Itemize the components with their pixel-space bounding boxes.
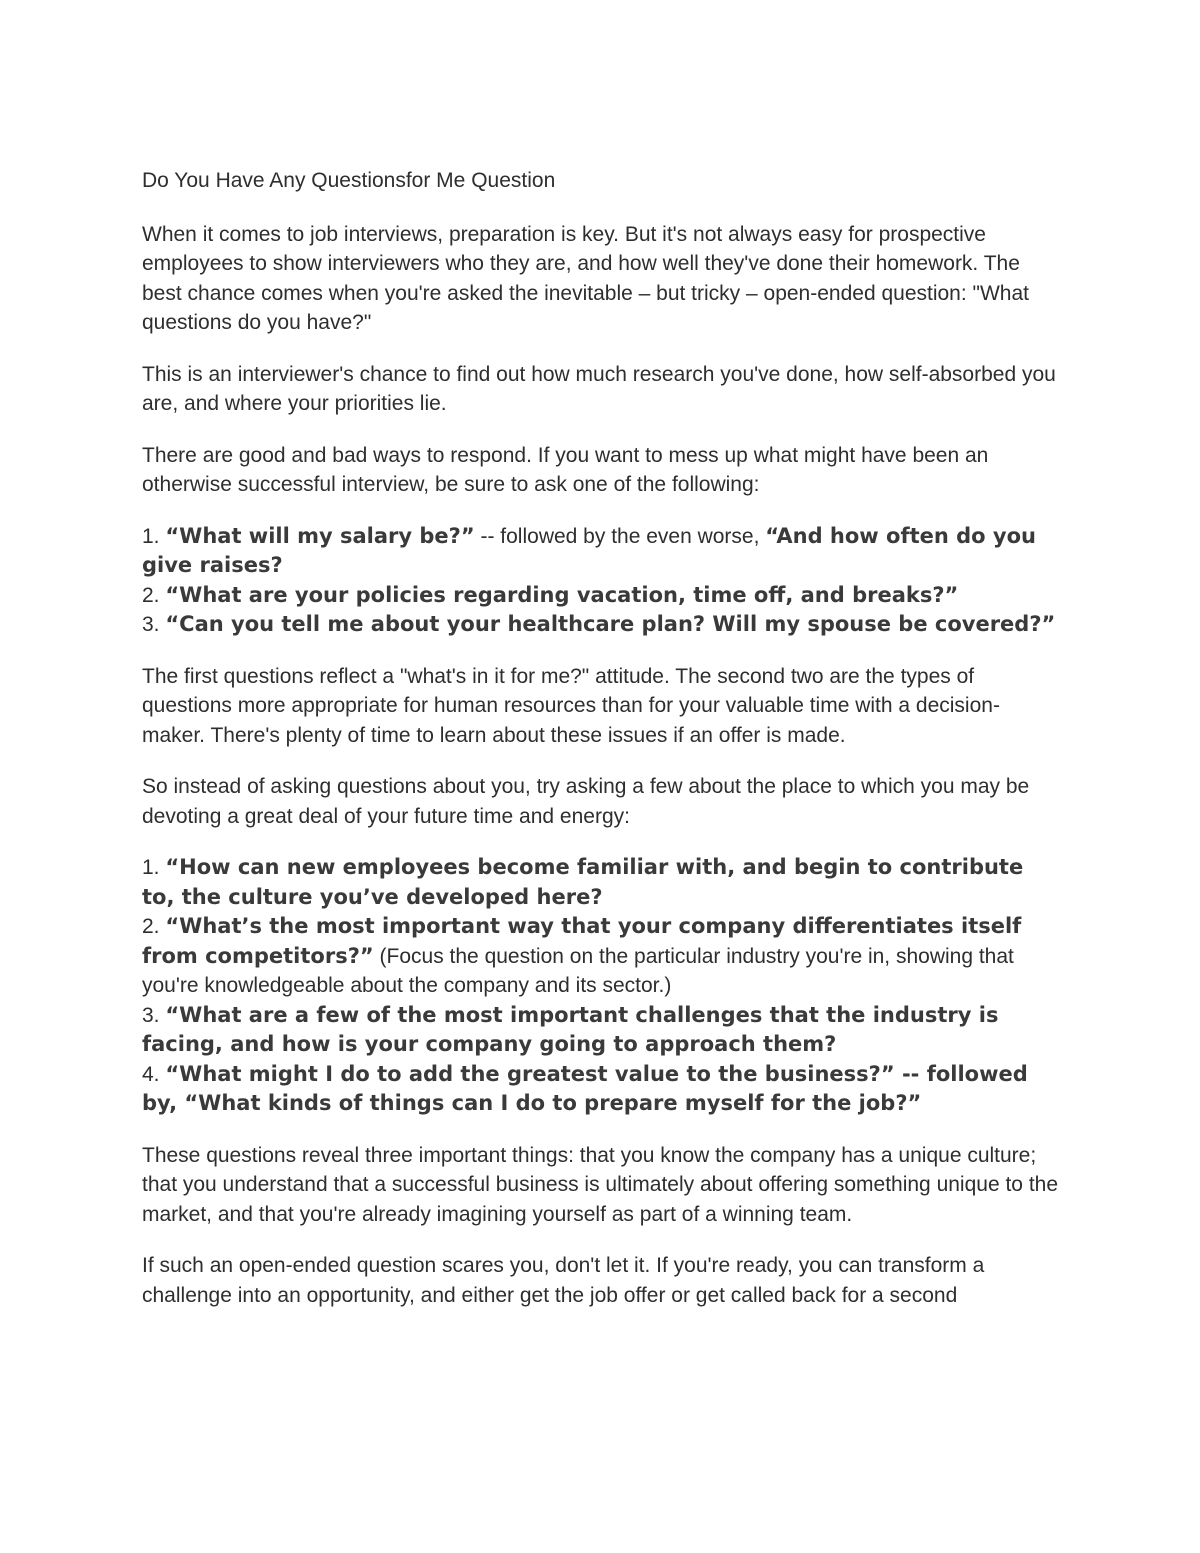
item-number: 3. <box>142 613 160 636</box>
list-item <box>142 522 1062 581</box>
item-number: 2. <box>142 915 160 938</box>
intro-paragraph: There are good and bad ways to respond. If you want to mess up what might have been an otherwise successful interview, be sure to ask one of the following: <box>142 443 989 496</box>
followup-question-text: “And how often do you give raises? <box>142 523 1036 577</box>
list-item <box>142 1001 1062 1060</box>
connector-text: -- followed by the even worse, <box>474 524 766 548</box>
question-text: “What are your policies regarding vacation, time off, and breaks?” <box>165 582 959 607</box>
intro-paragraph: When it comes to job interviews, preparation is key. But it's not always easy for prospective employees to show interviewers who they are, and how well they've done their homework. The best chance comes when you're asked the inevitable – but tricky – open-ended question: "What questions do you have?" <box>142 222 1029 334</box>
item-number: 1. <box>142 524 160 548</box>
document-page <box>142 166 1062 1332</box>
item-number: 4. <box>142 1062 160 1086</box>
question-text: “What will my salary be?” <box>165 523 475 548</box>
question-text: “What’s the most important way that your company differentiates itself from competitors?” <box>142 914 1022 968</box>
list-item <box>142 912 1062 1001</box>
question-text: “What are a few of the most important challenges that the industry is facing, and how is your company going to approach them? <box>142 1002 999 1056</box>
body-paragraph: So instead of asking questions about you, try asking a few about the place to which you may be devoting a great deal of your future time and energy: <box>142 775 1030 828</box>
item-number: 2. <box>142 583 160 607</box>
list-item <box>142 1060 1062 1119</box>
body-paragraph: The first questions reflect a "what's in it for me?" attitude. The second two are the types of questions more appropriate for human resources than for your valuable time with a decision-maker. There's plenty of time to learn about these issues if an offer is made. <box>142 664 1000 747</box>
list-item <box>142 853 1062 912</box>
question-text: “Can you tell me about your healthcare plan? Will my spouse be covered?” <box>165 612 1056 636</box>
document-title: Do You Have Any Questionsfor Me Question <box>142 169 556 192</box>
good-questions-list <box>142 853 1062 1119</box>
question-text: “What might I do to add the greatest value to the business?” -- followed by, “What kinds of things can I do to prepare myself for the job?” <box>142 1061 1028 1115</box>
item-number: 3. <box>142 1003 160 1027</box>
question-note: (Focus the question on the particular industry you're in, showing that you're knowledgeable about the company and its sector.) <box>142 944 1014 997</box>
closing-paragraph: If such an open-ended question scares you, don't let it. If you're ready, you can transform a challenge into an opportunity, and either get the job offer or get called back for a second <box>142 1254 985 1307</box>
list-item <box>142 581 1062 611</box>
item-number: 1. <box>142 856 160 879</box>
bad-questions-list <box>142 522 1062 640</box>
list-item <box>142 610 1062 640</box>
closing-paragraph: These questions reveal three important things: that you know the company has a unique culture; that you understand that a successful business is ultimately about offering something unique to the market, and that you're already imagining yourself as part of a winning team. <box>142 1143 1059 1226</box>
question-text: “How can new employees become familiar with, and begin to contribute to, the culture you’ve developed here? <box>142 855 1024 909</box>
intro-paragraph: This is an interviewer's chance to find out how much research you've done, how self-absorbed you are, and where your priorities lie. <box>142 362 1056 415</box>
